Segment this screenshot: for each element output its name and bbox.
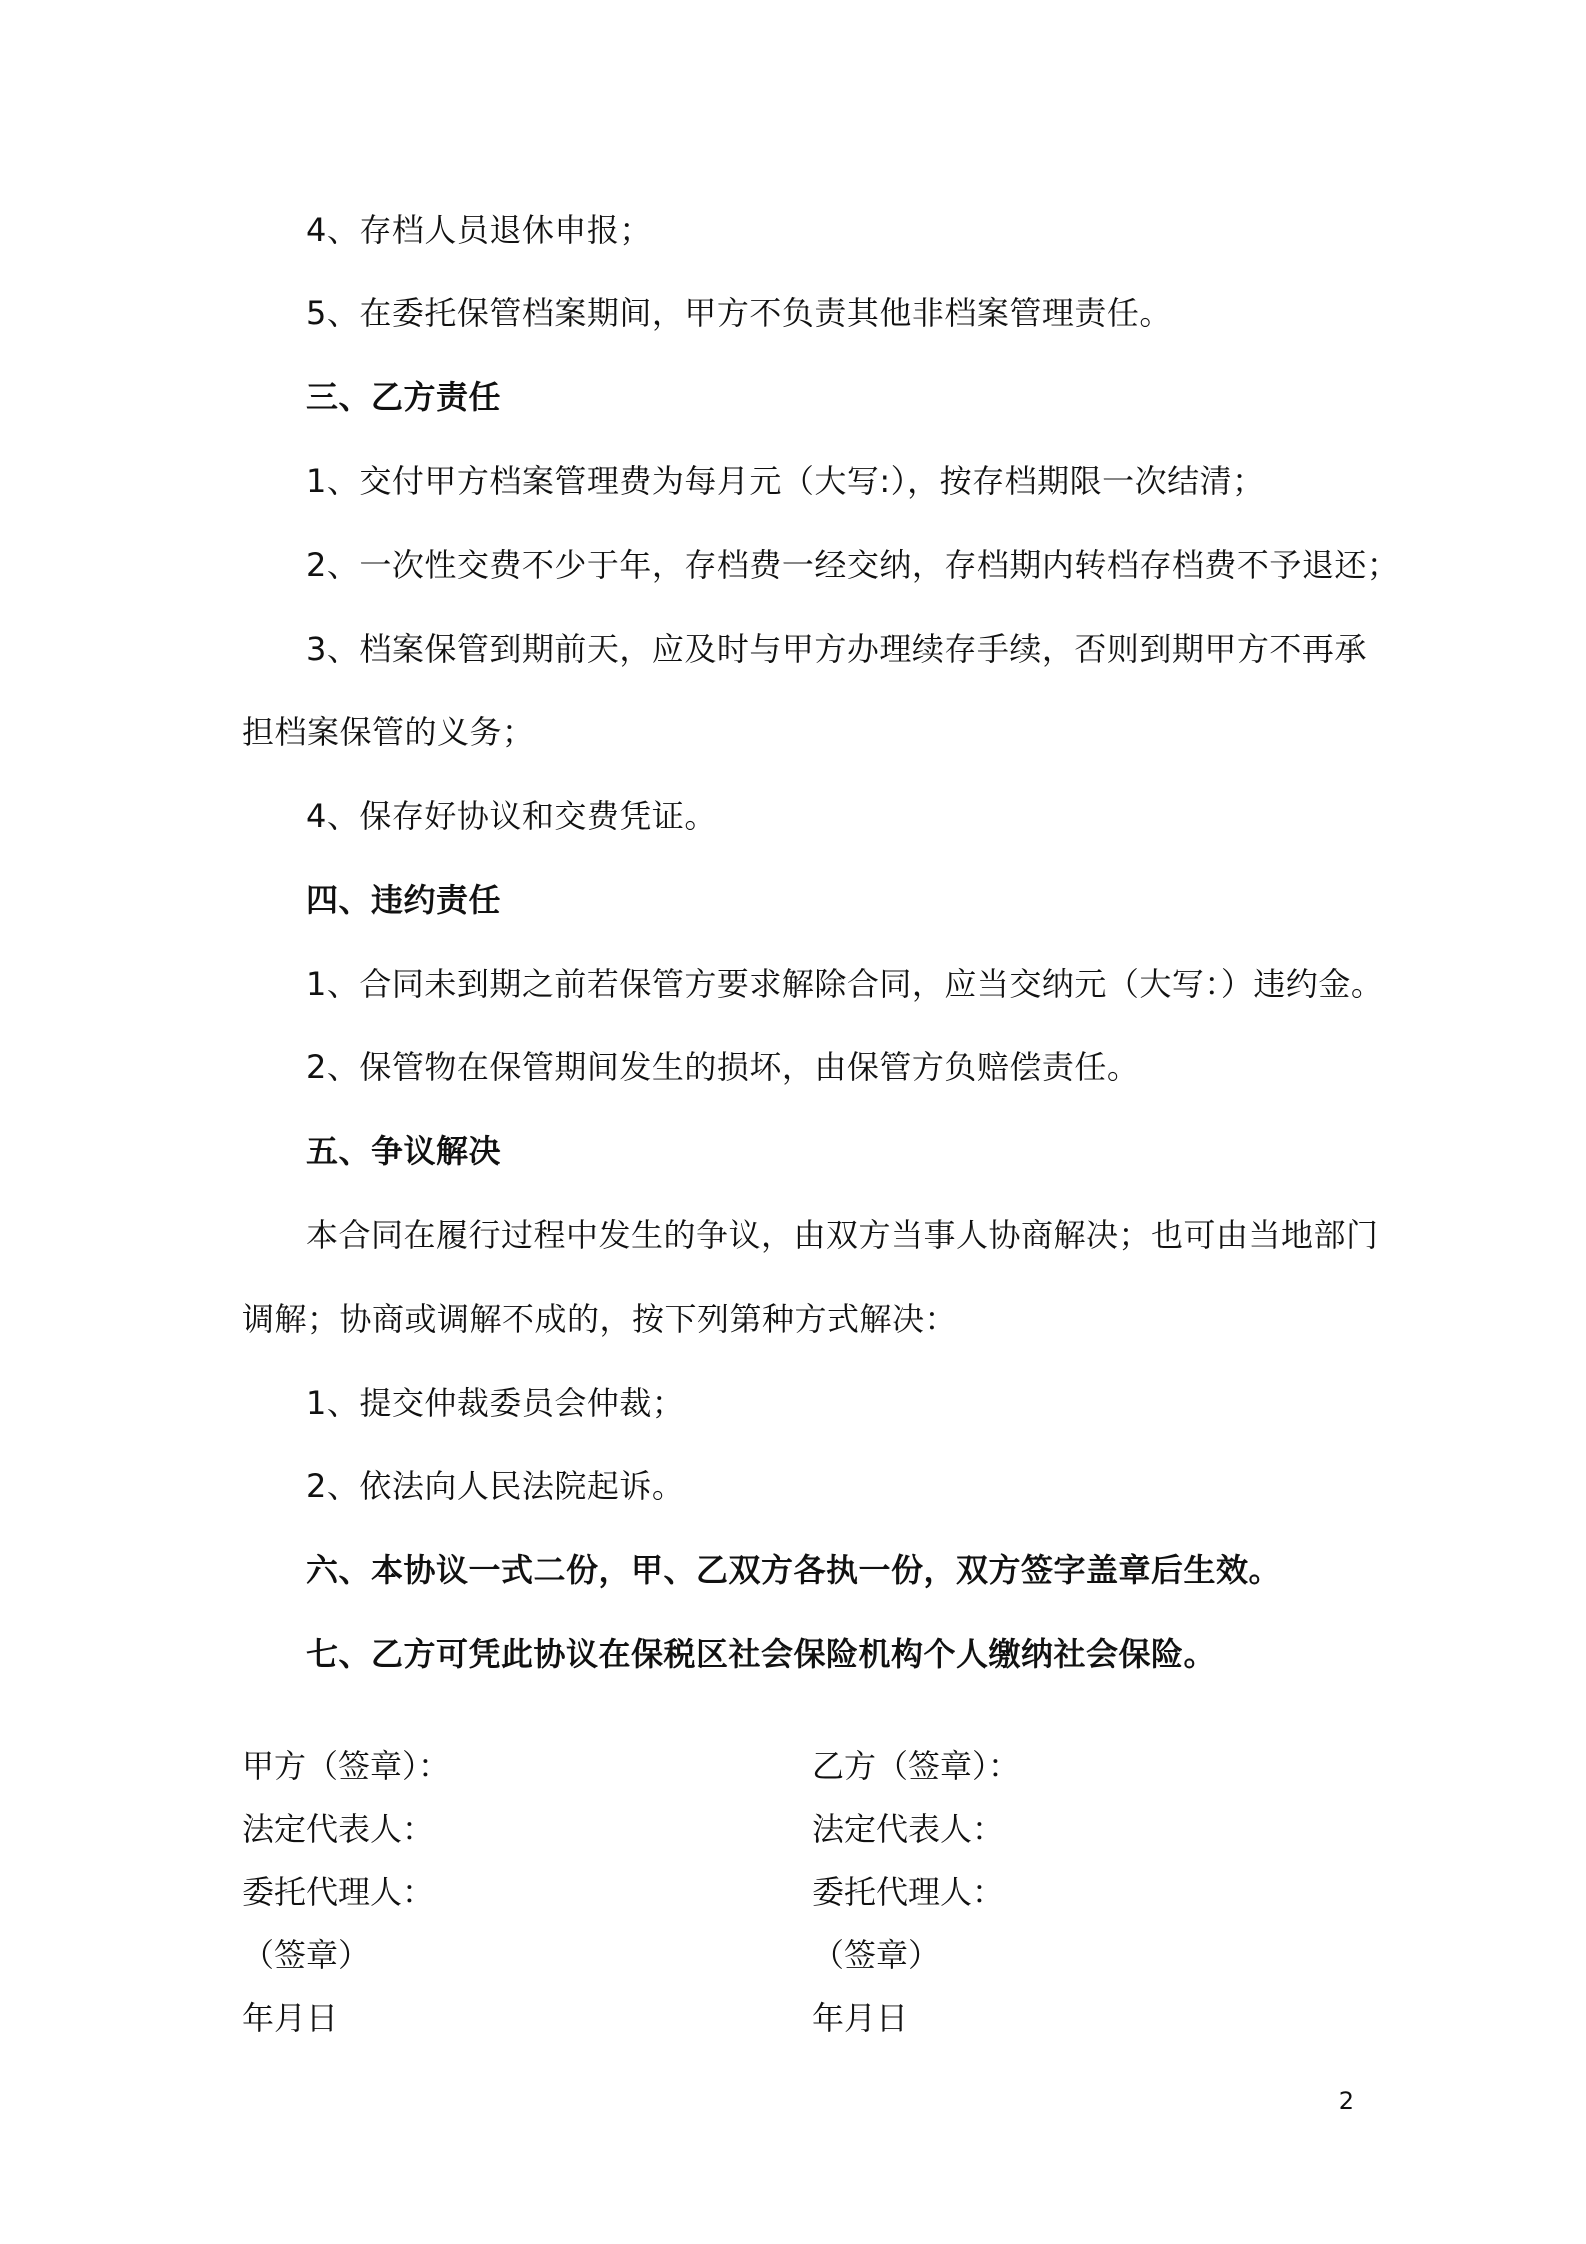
heading-breach-liability: 四、违约责任 <box>306 881 502 919</box>
heading-party-b-duties: 三、乙方责任 <box>306 378 502 416</box>
party-a-seal-label: 甲方（签章）： <box>242 1747 451 1785</box>
clause-no-other-liability: 5、在委托保管档案期间，甲方不负责其他非档案管理责任。 <box>306 294 1172 332</box>
party-b-date-label: 年月日 <box>812 1999 909 2037</box>
clause-dispute-negotiation: 本合同在履行过程中发生的争议，由双方当事人协商解决；也可由当地部门 <box>306 1216 1379 1254</box>
clause-renewal-cont: 担档案保管的义务； <box>242 713 535 751</box>
clause-retirement: 4、存档人员退休申报； <box>306 211 652 249</box>
clause-dispute-negotiation-cont: 调解；协商或调解不成的，按下列第种方式解决： <box>242 1300 958 1338</box>
clause-social-insurance: 七、乙方可凭此协议在保税区社会保险机构个人缴纳社会保险。 <box>306 1635 1217 1673</box>
party-a-date-label: 年月日 <box>242 1999 339 2037</box>
clause-keep-receipt: 4、保存好协议和交费凭证。 <box>306 797 717 835</box>
clause-litigation: 2、依法向人民法院起诉。 <box>306 1467 685 1505</box>
party-a-agent-label: 委托代理人： <box>242 1873 435 1911</box>
clause-termination-penalty: 1、合同未到期之前若保管方要求解除合同，应当交纳元（大写：）违约金。 <box>306 965 1384 1003</box>
clause-management-fee: 1、交付甲方档案管理费为每月元（大写:），按存档期限一次结清； <box>306 462 1265 500</box>
clause-copies-effective: 六、本协议一式二份，甲、乙双方各执一份，双方签字盖章后生效。 <box>306 1551 1282 1589</box>
party-b-legal-rep-label: 法定代表人： <box>812 1810 1005 1848</box>
clause-damage-compensation: 2、保管物在保管期间发生的损坏，由保管方负赔偿责任。 <box>306 1048 1140 1086</box>
party-a-stamp-label: （签章） <box>242 1936 371 1974</box>
clause-one-time-payment: 2、一次性交费不少于年，存档费一经交纳，存档期内转档存档费不予退还； <box>306 546 1400 584</box>
party-b-seal-label: 乙方（签章）： <box>812 1747 1021 1785</box>
clause-renewal: 3、档案保管到期前天，应及时与甲方办理续存手续，否则到期甲方不再承 <box>306 630 1367 668</box>
page-number: 2 <box>1338 2087 1354 2115</box>
party-a-legal-rep-label: 法定代表人： <box>242 1810 435 1848</box>
party-b-agent-label: 委托代理人： <box>812 1873 1005 1911</box>
party-b-stamp-label: （签章） <box>812 1936 941 1974</box>
heading-dispute-resolution: 五、争议解决 <box>306 1132 502 1170</box>
clause-arbitration: 1、提交仲裁委员会仲裁； <box>306 1384 685 1422</box>
